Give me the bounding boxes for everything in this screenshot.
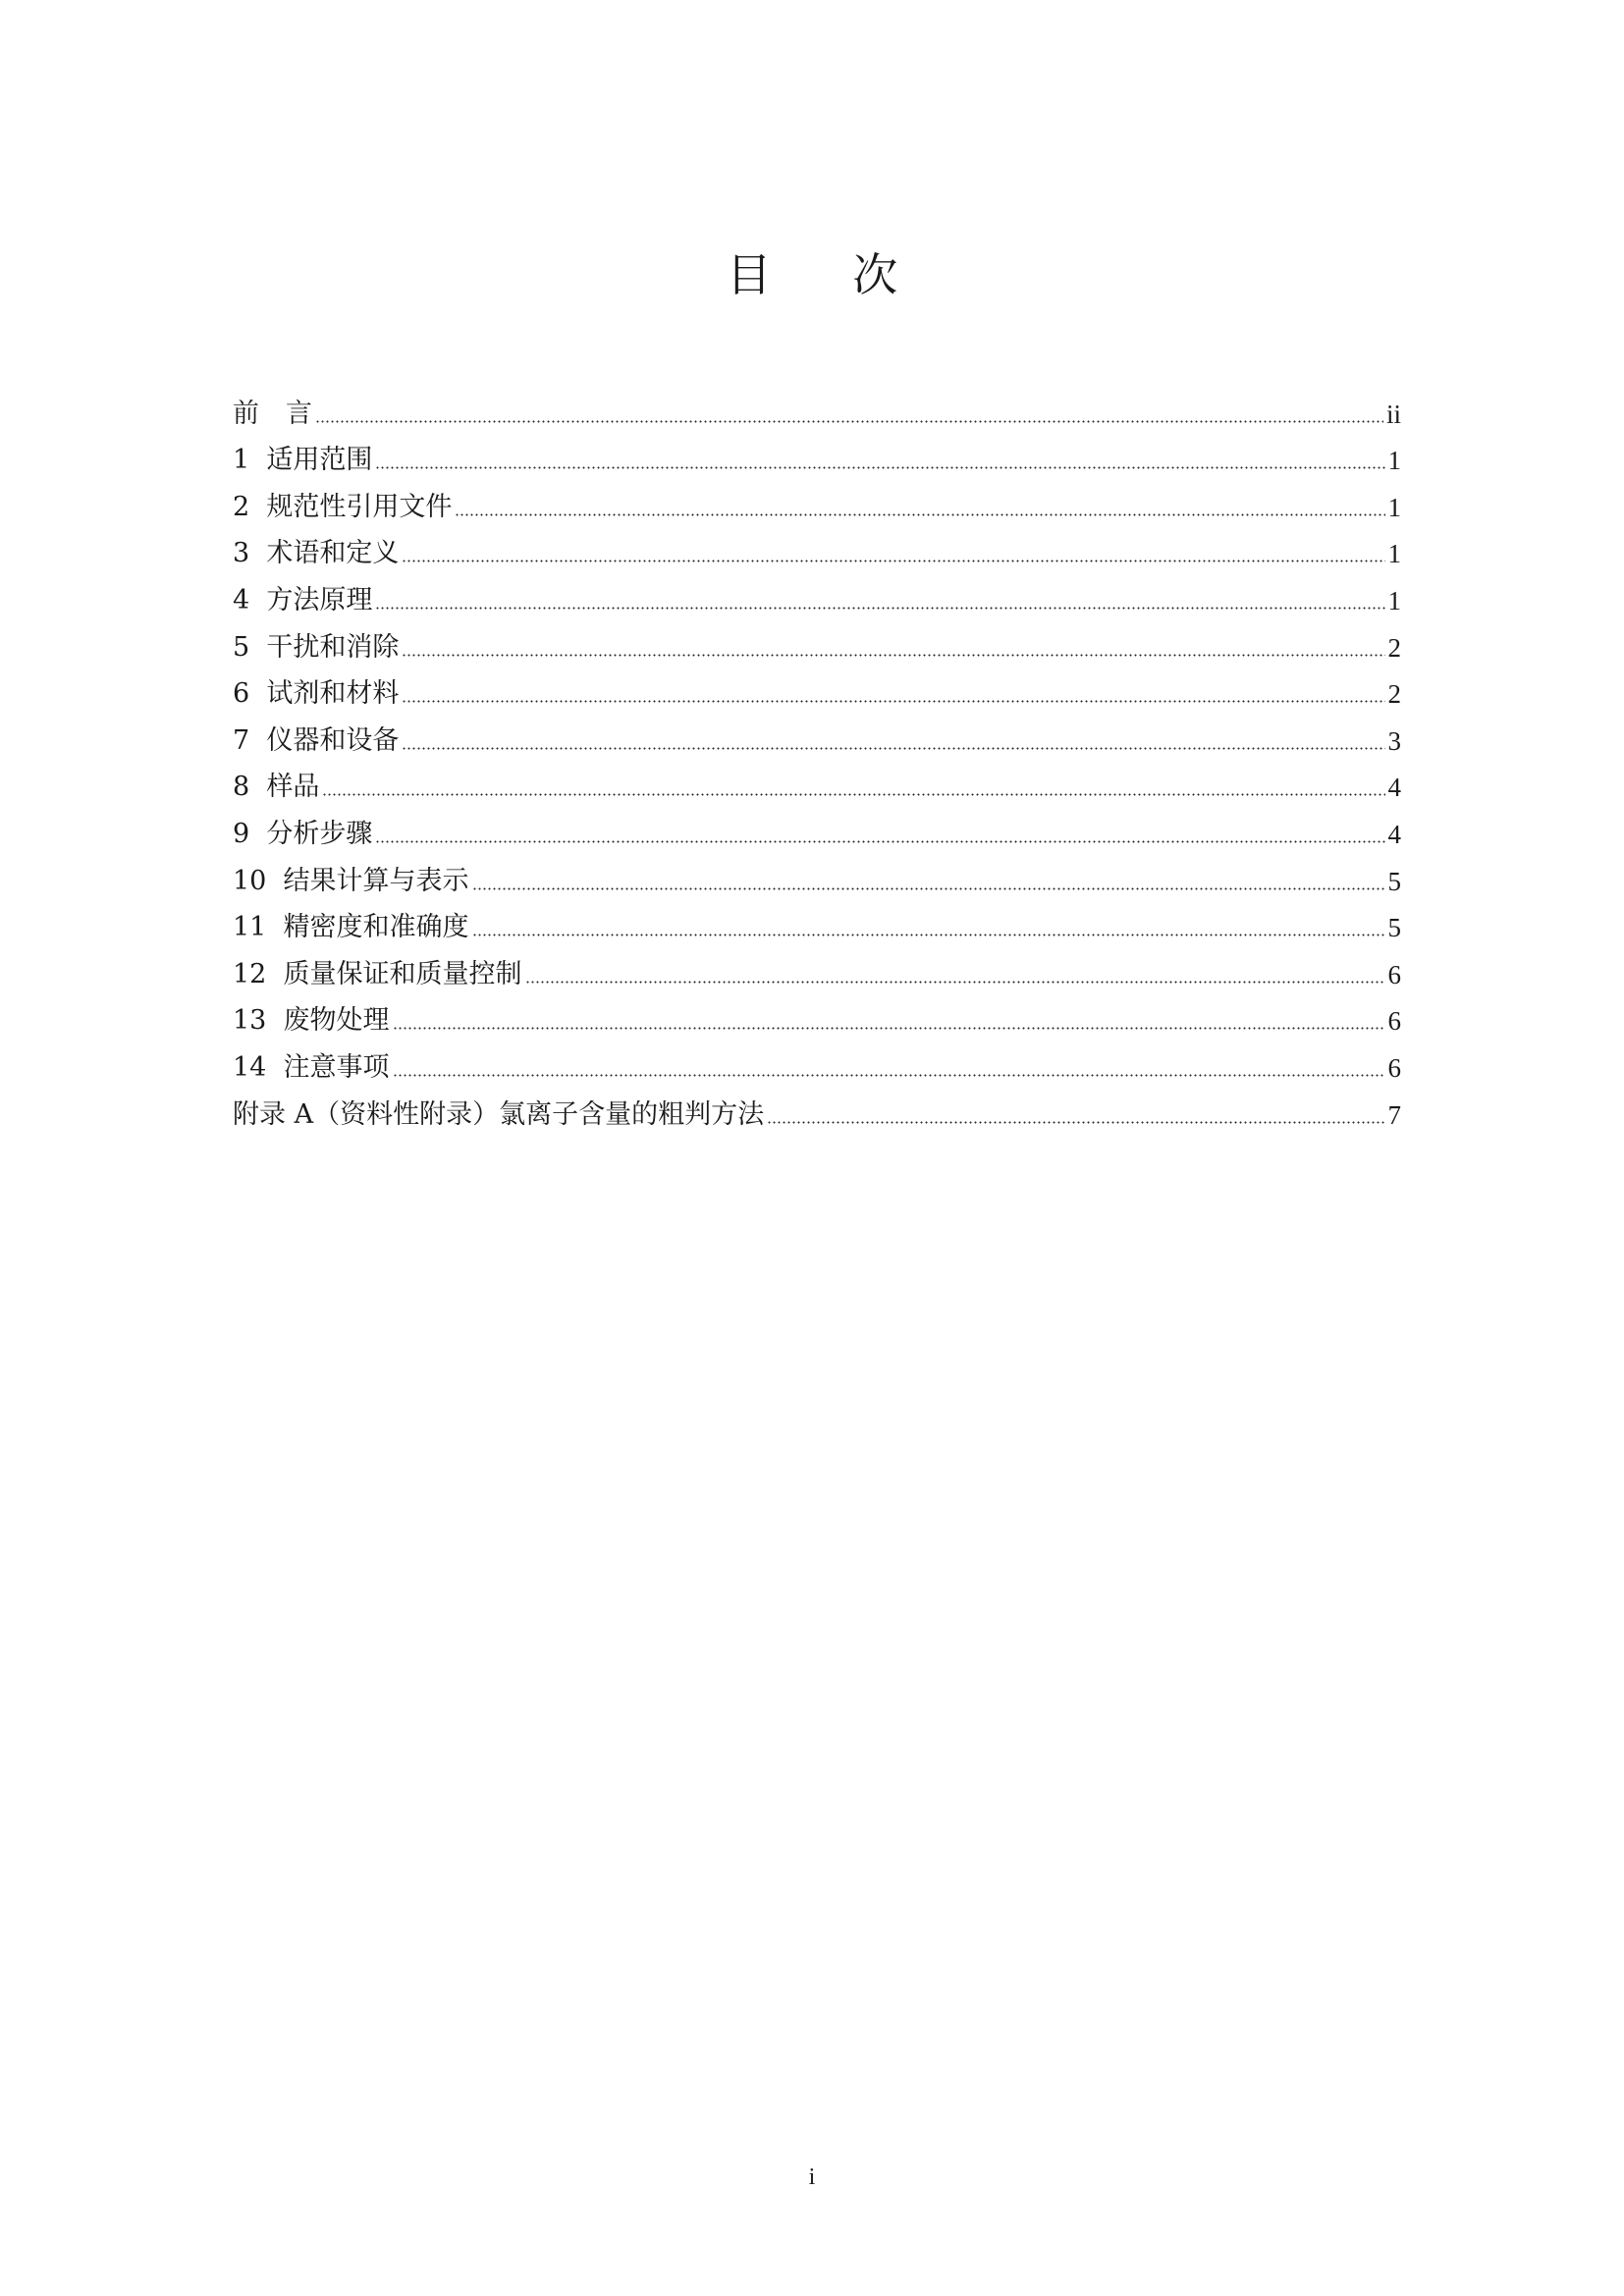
toc-entry-scope[interactable]	[233, 430, 1401, 477]
toc-entry-page: 1	[1387, 446, 1401, 476]
dot-leader	[375, 840, 1384, 843]
dot-leader	[322, 793, 1384, 796]
toc-entry-page: 6	[1387, 1052, 1401, 1083]
dot-leader	[375, 607, 1384, 610]
toc-entry-label: 2 规范性引用文件	[233, 491, 453, 522]
dot-leader	[472, 934, 1385, 936]
table-of-contents	[233, 383, 1401, 1131]
toc-entry-quality-assurance[interactable]	[233, 943, 1401, 990]
toc-entry-page: 4	[1387, 819, 1401, 849]
toc-entry-page: 2	[1387, 632, 1401, 663]
toc-entry-page: 5	[1387, 913, 1401, 943]
toc-entry-page: 6	[1387, 959, 1401, 989]
toc-entry-label: 附录 A（资料性附录）氯离子含量的粗判方法	[233, 1098, 765, 1130]
dot-leader	[402, 654, 1384, 657]
dot-leader	[472, 887, 1385, 890]
toc-entry-label: 1 适用范围	[233, 445, 373, 476]
toc-entry-page: 5	[1387, 866, 1401, 896]
toc-entry-label: 11 精密度和准确度	[233, 912, 469, 943]
toc-entry-page: 1	[1387, 585, 1401, 615]
dot-leader	[393, 1074, 1385, 1077]
dot-leader	[767, 1121, 1384, 1124]
toc-entry-appendix-a[interactable]	[233, 1084, 1401, 1131]
toc-entry-page: 4	[1387, 773, 1401, 803]
toc-entry-apparatus-equipment[interactable]	[233, 710, 1401, 757]
toc-entry-page: 7	[1387, 1099, 1401, 1130]
toc-entry-method-principle[interactable]	[233, 569, 1401, 616]
toc-entry-label: 6 试剂和材料	[233, 678, 400, 710]
toc-entry-label: 3 术语和定义	[233, 538, 400, 569]
dot-leader	[393, 1027, 1385, 1030]
dot-leader	[525, 981, 1385, 984]
toc-entry-results-calculation[interactable]	[233, 850, 1401, 897]
dot-leader	[402, 700, 1384, 703]
toc-entry-page: 6	[1387, 1006, 1401, 1037]
dot-leader	[402, 747, 1384, 750]
toc-entry-label: 8 样品	[233, 772, 320, 803]
toc-entry-preface[interactable]	[233, 383, 1401, 430]
toc-entry-label: 4 方法原理	[233, 584, 373, 615]
toc-entry-label: 前 言	[233, 398, 312, 429]
toc-entry-precautions[interactable]	[233, 1037, 1401, 1084]
dot-leader	[315, 420, 1383, 423]
toc-entry-label: 7 仪器和设备	[233, 724, 400, 756]
toc-entry-precision-accuracy[interactable]	[233, 897, 1401, 944]
toc-entry-label: 12 质量保证和质量控制	[233, 958, 522, 989]
dot-leader	[375, 466, 1384, 469]
toc-entry-terms-definitions[interactable]	[233, 523, 1401, 570]
toc-entry-samples[interactable]	[233, 757, 1401, 804]
toc-entry-page: 1	[1387, 492, 1401, 522]
toc-entry-waste-disposal[interactable]	[233, 990, 1401, 1038]
toc-entry-analysis-steps[interactable]	[233, 803, 1401, 850]
page-title: 目 次	[726, 248, 932, 301]
toc-entry-label: 14 注意事项	[233, 1051, 390, 1083]
toc-entry-page: 3	[1387, 725, 1401, 756]
toc-entry-page: 1	[1387, 539, 1401, 569]
toc-entry-reagents-materials[interactable]	[233, 664, 1401, 711]
toc-entry-label: 5 干扰和消除	[233, 631, 400, 663]
toc-entry-page: 2	[1387, 679, 1401, 710]
toc-entry-normative-references[interactable]	[233, 476, 1401, 523]
page-number: i	[808, 2164, 816, 2190]
dot-leader	[455, 513, 1384, 516]
toc-entry-label: 13 废物处理	[233, 1005, 390, 1037]
toc-entry-page: ii	[1385, 399, 1401, 429]
toc-entry-label: 9 分析步骤	[233, 818, 373, 849]
toc-entry-label: 10 结果计算与表示	[233, 865, 469, 896]
toc-entry-interference-elimination[interactable]	[233, 616, 1401, 664]
dot-leader	[402, 560, 1384, 562]
